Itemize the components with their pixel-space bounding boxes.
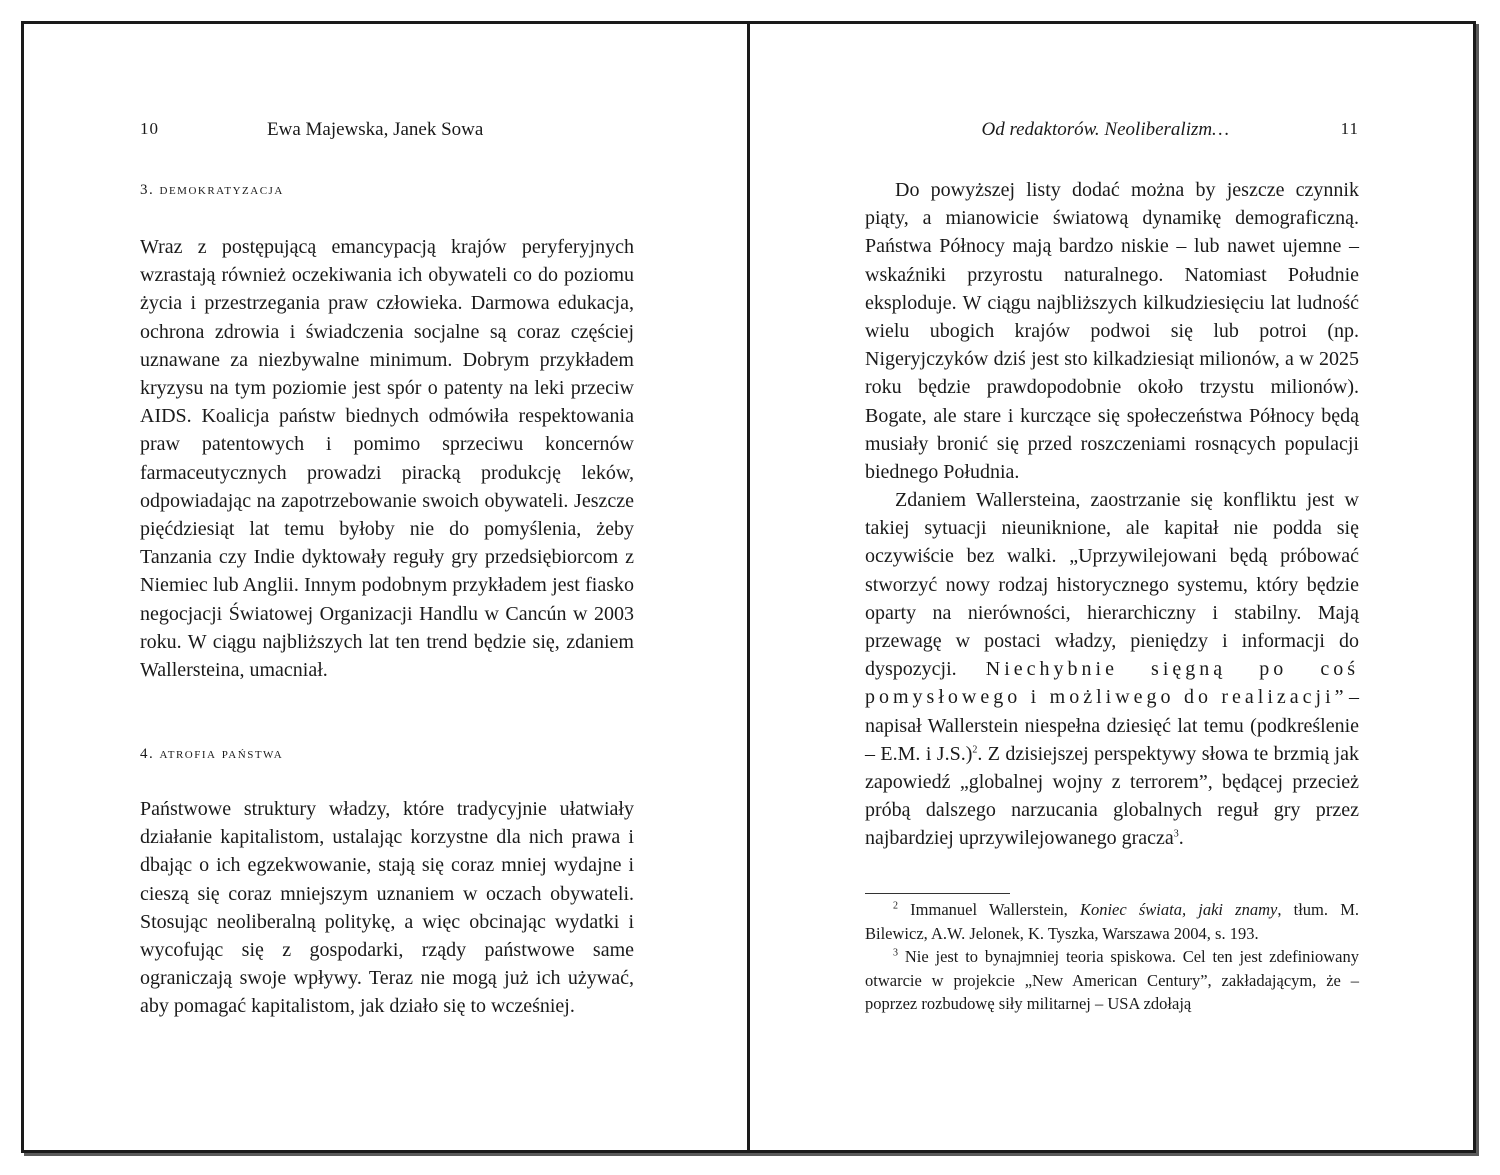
- book-spread: [21, 21, 1476, 1153]
- book-title: Koniec świata, jaki znamy: [1079, 900, 1278, 919]
- footnote-rule: [865, 893, 1010, 894]
- section-body: Wraz z postępującą emancypacją krajów peryferyjnych wzrastają również oczekiwania ich obywateli co do poziomu życia i przestrzegania praw człowieka. Darmowa edukacja, ochrona zdrowia i świadczenia socjalne są coraz częściej uznawane za niezbywalne minimum. Dobrym przykładem kryzysu na tym poziomie jest spór o patenty na leki przeciw AIDS. Koalicja państw biednych odmówiła respektowania praw patentowych i pomimo sprzeciwu koncernów farmaceutycznych prowadzi piracką produkcję leków, odpowiadając na zapotrzebowanie swoich obywateli. Jeszcze pięćdziesiąt lat temu byłoby nie do pomyślenia, żeby Tanzania czy Indie dyktowały reguły gry przedsiębiorcom z Niemiec lub Anglii. Innym podobnym przykładem jest fiasko negocjacji Światowej Organizacji Handlu w Cancún w 2003 roku. W ciągu najbliższych lat ten trend będzie się, zdaniem Wallersteina, umacniał.: [140, 236, 634, 682]
- page-gutter: [747, 24, 750, 1150]
- footnote-ref[interactable]: 2: [972, 744, 978, 756]
- paragraph: Do powyższej listy dodać można by jeszcze czynnik piąty, a mianowicie światową dynamikę demograficzną. Państwa Północy mają bardzo niskie – lub nawet ujemne – wskaźniki przyrostu naturalnego. Natomiast Południe eksploduje. W ciągu najbliższych kilkudziesięciu lat ludność wielu ubogich krajów podwoi się lub potroi (np. Nigeryjczyków dziś jest sto kilkadziesiąt milionów, a w 2025 roku będzie prawdopodobnie około trzystu milionów). Bogate, ale stare i kurczące się społeczeństwa Północy będą musiały bronić się przed roszczeniami rosnących populacji biednego Południa.: [865, 179, 1359, 484]
- emphasized-quote: Niechybnie sięgną po coś pomysłowego i możliwego do realizacji: [865, 658, 1359, 709]
- footnote-text: Nie jest to bynajmniej teoria spiskowa. Cel ten jest zdefiniowany otwarcie w projekcie „New American Century”, zakładającym, że – poprzez rozbudowę siły militarnej – USA zdołają: [865, 947, 1359, 1013]
- page-number: 11: [1340, 119, 1359, 138]
- footnote-number: 2: [893, 900, 898, 912]
- section-body: Państwowe struktury władzy, które tradycyjnie ułatwiały działanie kapitalistom, ustalając korzystne dla nich prawa i dbając o ich egzekwowanie, stają się coraz mniej wydajne i cieszą się coraz mniejszym uznaniem w oczach obywateli. Stosując neoliberalną politykę, a więc obcinając wydatki i wycofując się z gospodarki, rządy państwowe same ograniczają swoje wpływy. Teraz nie mogą już ich używać, aby pomagać kapitalistom, jak działo się to wcześniej.: [140, 798, 634, 1018]
- paragraph-text: .: [1178, 827, 1184, 850]
- footnote-text: Immanuel Wallerstein,: [898, 900, 1080, 919]
- section-heading: 4. atrofia państwa: [140, 746, 284, 762]
- paragraph-text: . Z dzisiejszej perspektywy słowa te brzmią jak zapowiedź „globalnej wojny z terrorem”, będącej przecież próbą dalszego narzucania globalnych reguł gry przez najbardziej uprzywilejowanego gracza: [865, 742, 1359, 850]
- footnote-text: , tłum. M. Bilewicz, A.W. Jelonek, K. Tyszka, Warszawa 2004, s. 193.: [865, 900, 1359, 943]
- footnote-number: 3: [893, 947, 898, 959]
- running-head-author: Ewa Majewska, Janek Sowa: [267, 119, 484, 140]
- footnote-ref[interactable]: 3: [1173, 828, 1179, 840]
- footnote: [865, 945, 1359, 1016]
- paragraph: [865, 486, 1359, 853]
- right-page: [865, 24, 1359, 1150]
- running-head-title: Od redaktorów. Neoliberalizm…: [981, 119, 1229, 140]
- left-running-head: [140, 119, 634, 143]
- right-running-head: [865, 119, 1359, 143]
- section-heading: 3. demokratyzacja: [140, 182, 284, 198]
- left-page: [140, 24, 634, 1150]
- paragraph-text: Zdaniem Wallersteina, zaostrzanie się konfliktu jest w takiej sytuacji nieuniknione, ale kapitał nie podda się oczywiście bez walki. „Uprzywilejowani będą próbować stworzyć nowy rodzaj historycznego systemu, który będzie oparty na nierówności, hierarchiczny i stabilny. Mają przewagę w postaci władzy, pieniędzy i informacji do dyspozycji.: [865, 489, 1359, 681]
- footnote: [865, 898, 1359, 945]
- footnotes: [865, 898, 1359, 1016]
- paragraph-text: ” – napisał Wallerstein niespełna dziesięć lat temu (podkreślenie – E.M. i J.S.): [865, 686, 1359, 765]
- page-number: 10: [140, 119, 159, 138]
